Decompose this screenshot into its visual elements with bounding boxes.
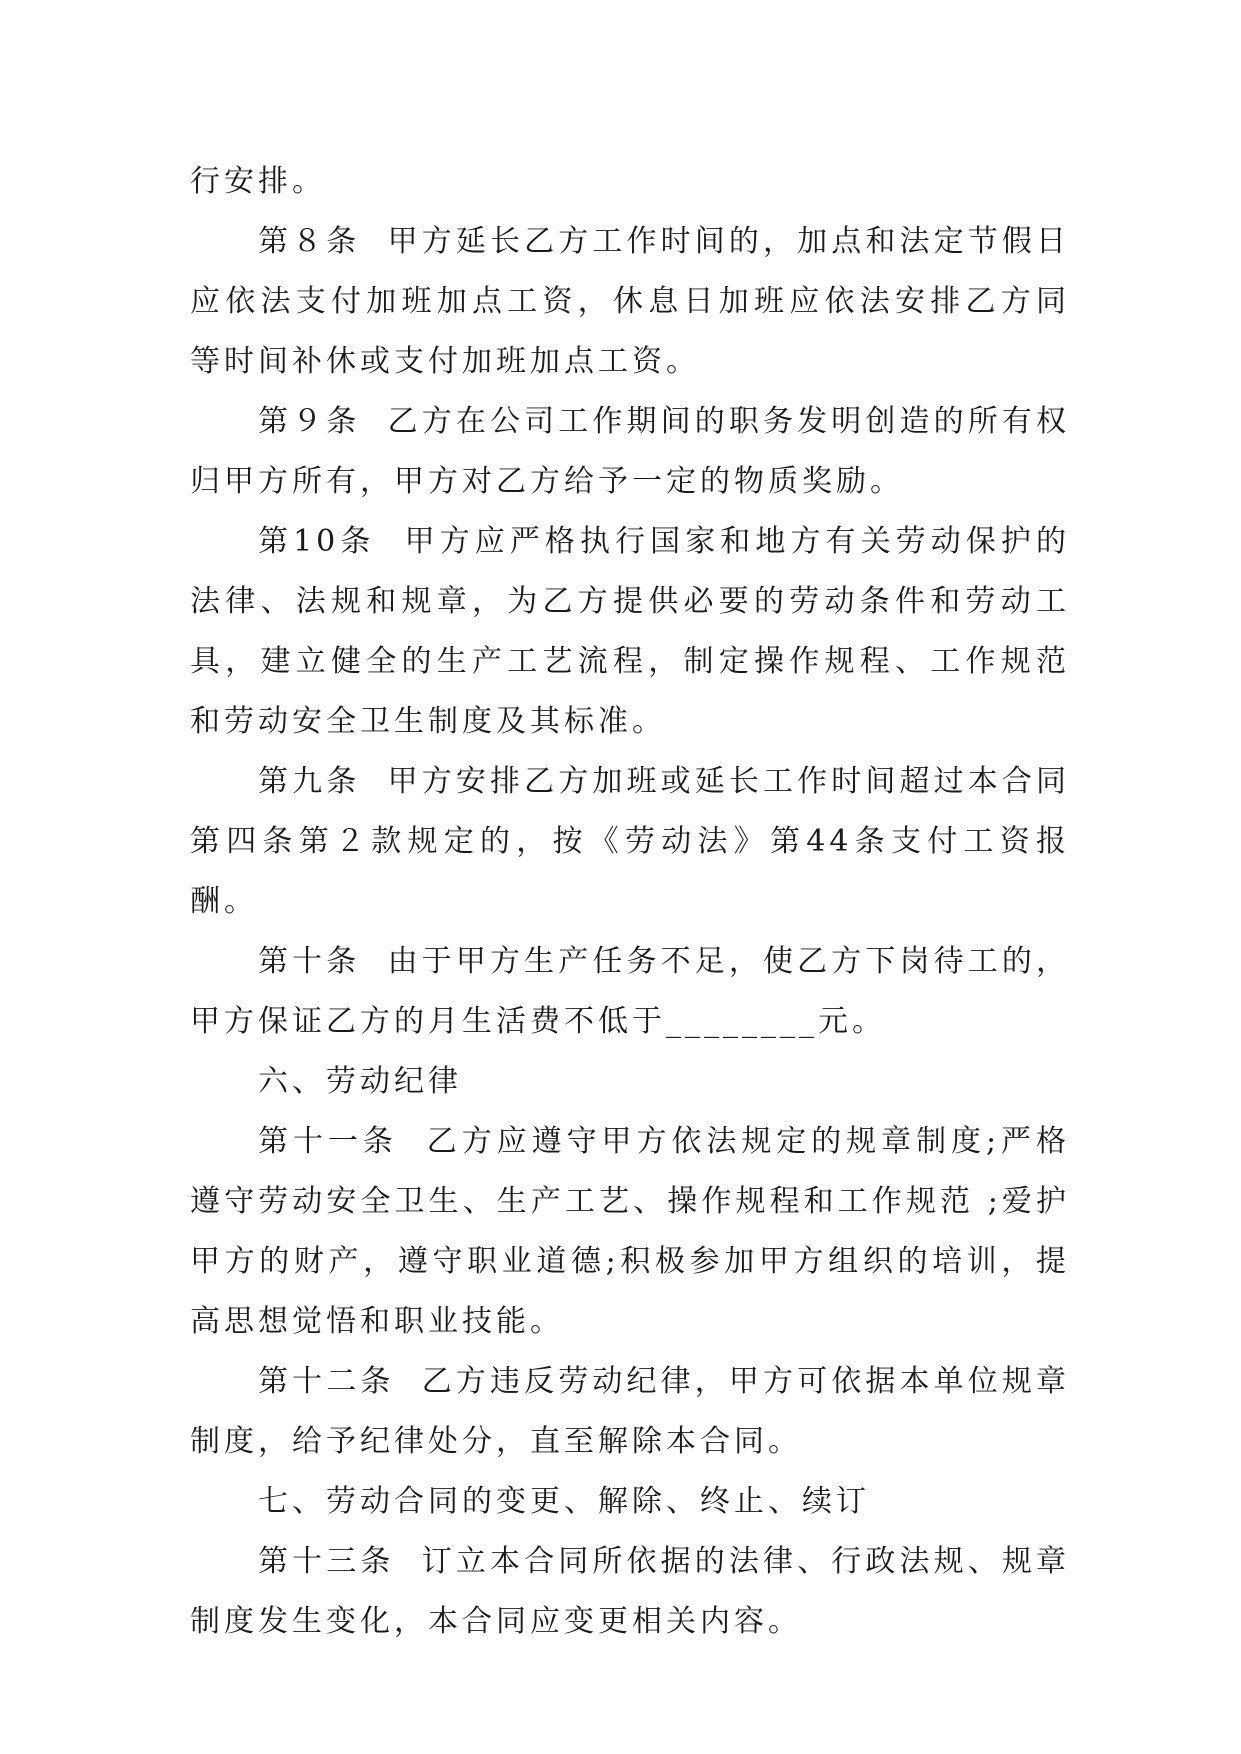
paragraph-article-ten: 第十条 由于甲方生产任务不足，使乙方下岗待工的，甲方保证乙方的月生活费不低于________元。 [190,944,1070,1039]
paragraph-article-9: 第９条 乙方在公司工作期间的职务发明创造的所有权归甲方所有，甲方对乙方给予一定的物质奖励。 [190,404,1070,499]
section-heading-contract-changes: 七、劳动合同的变更、解除、终止、续订 [258,1484,870,1519]
paragraph-article-8: 第８条 甲方延长乙方工作时间的，加点和法定节假日应依法支付加班加点工资，休息日加班应依法安排乙方同等时间补休或支付加班加点工资。 [190,224,1070,379]
paragraph-article-thirteen: 第十三条 订立本合同所依据的法律、行政法规、规章制度发生变化，本合同应变更相关内容。 [190,1544,1070,1639]
document-body [190,152,1070,1652]
paragraph-article-eleven: 第十一条 乙方应遵守甲方依法规定的规章制度;严格遵守劳动安全卫生、生产工艺、操作规程和工作规范 ;爱护甲方的财产，遵守职业道德;积极参加甲方组织的培训，提高思想觉悟和职业技能。 [190,1124,1070,1339]
paragraph-continuation: 行安排。 [190,164,326,199]
paragraph-article-10: 第10条 甲方应严格执行国家和地方有关劳动保护的法律、法规和规章，为乙方提供必要的劳动条件和劳动工具，建立健全的生产工艺流程，制定操作规程、工作规范和劳动安全卫生制度及其标准。 [190,524,1070,739]
section-heading-labor-discipline: 六、劳动纪律 [258,1064,462,1099]
paragraph-article-twelve: 第十二条 乙方违反劳动纪律，甲方可依据本单位规章制度，给予纪律处分，直至解除本合同。 [190,1364,1070,1459]
paragraph-article-nine: 第九条 甲方安排乙方加班或延长工作时间超过本合同第四条第２款规定的，按《劳动法》第44条支付工资报酬。 [190,764,1070,919]
